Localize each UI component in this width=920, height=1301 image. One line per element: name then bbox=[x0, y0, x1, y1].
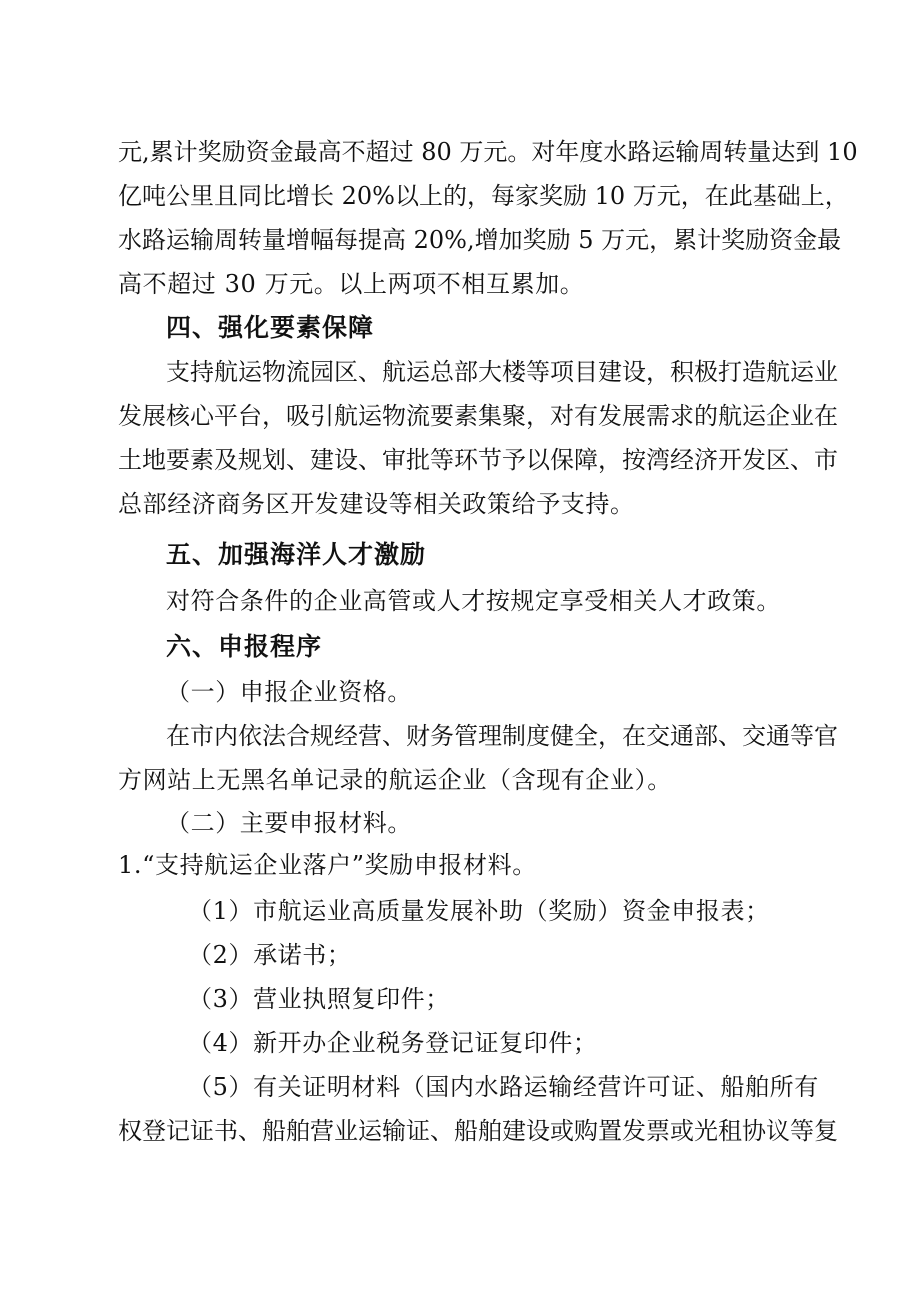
section-heading-4: 四、强化要素保障 bbox=[166, 313, 375, 342]
list-item: （4）新开办企业税务登记证复印件； bbox=[188, 1029, 598, 1057]
paragraph-line: 元,累计奖励资金最高不超过 80 万元。对年度水路运输周转量达到 10 bbox=[118, 138, 858, 166]
paragraph-line: 高不超过 30 万元。以上两项不相互累加。 bbox=[118, 270, 585, 298]
list-item: （5）有关证明材料（国内水路运输经营许可证、船舶所有 bbox=[188, 1073, 819, 1101]
subsection-heading-2: （二）主要申报材料。 bbox=[166, 809, 412, 837]
paragraph-line: 对符合条件的企业高管或人才按规定享受相关人才政策。 bbox=[166, 587, 781, 615]
item-heading: 1.“支持航运企业落户”奖励申报材料。 bbox=[118, 851, 537, 879]
section-heading-6: 六、申报程序 bbox=[166, 632, 323, 661]
paragraph-line: 发展核心平台，吸引航运物流要素集聚，对有发展需求的航运企业在 bbox=[118, 402, 838, 430]
paragraph-line: 支持航运物流园区、航运总部大楼等项目建设，积极打造航运业 bbox=[166, 358, 838, 386]
paragraph-line: 水路运输周转量增幅每提高 20%,增加奖励 5 万元，累计奖励资金最 bbox=[118, 226, 842, 254]
paragraph-line: 方网站上无黑名单记录的航运企业（含现有企业）。 bbox=[118, 766, 672, 794]
section-heading-5: 五、加强海洋人才激励 bbox=[166, 540, 427, 569]
paragraph-line: 在市内依法合规经营、财务管理制度健全，在交通部、交通等官 bbox=[166, 722, 838, 750]
list-item: （1）市航运业高质量发展补助（奖励）资金申报表； bbox=[188, 897, 770, 925]
list-item: （2）承诺书； bbox=[188, 941, 352, 969]
paragraph-line: 土地要素及规划、建设、审批等环节予以保障，按湾经济开发区、市 bbox=[118, 446, 838, 474]
paragraph-line: 总部经济商务区开发建设等相关政策给予支持。 bbox=[118, 490, 635, 518]
subsection-heading-1: （一）申报企业资格。 bbox=[166, 678, 412, 706]
paragraph-line: 亿吨公里且同比增长 20%以上的，每家奖励 10 万元，在此基础上， bbox=[118, 182, 849, 210]
paragraph-line: 权登记证书、船舶营业运输证、船舶建设或购置发票或光租协议等复 bbox=[118, 1117, 838, 1145]
list-item: （3）营业执照复印件； bbox=[188, 985, 450, 1013]
